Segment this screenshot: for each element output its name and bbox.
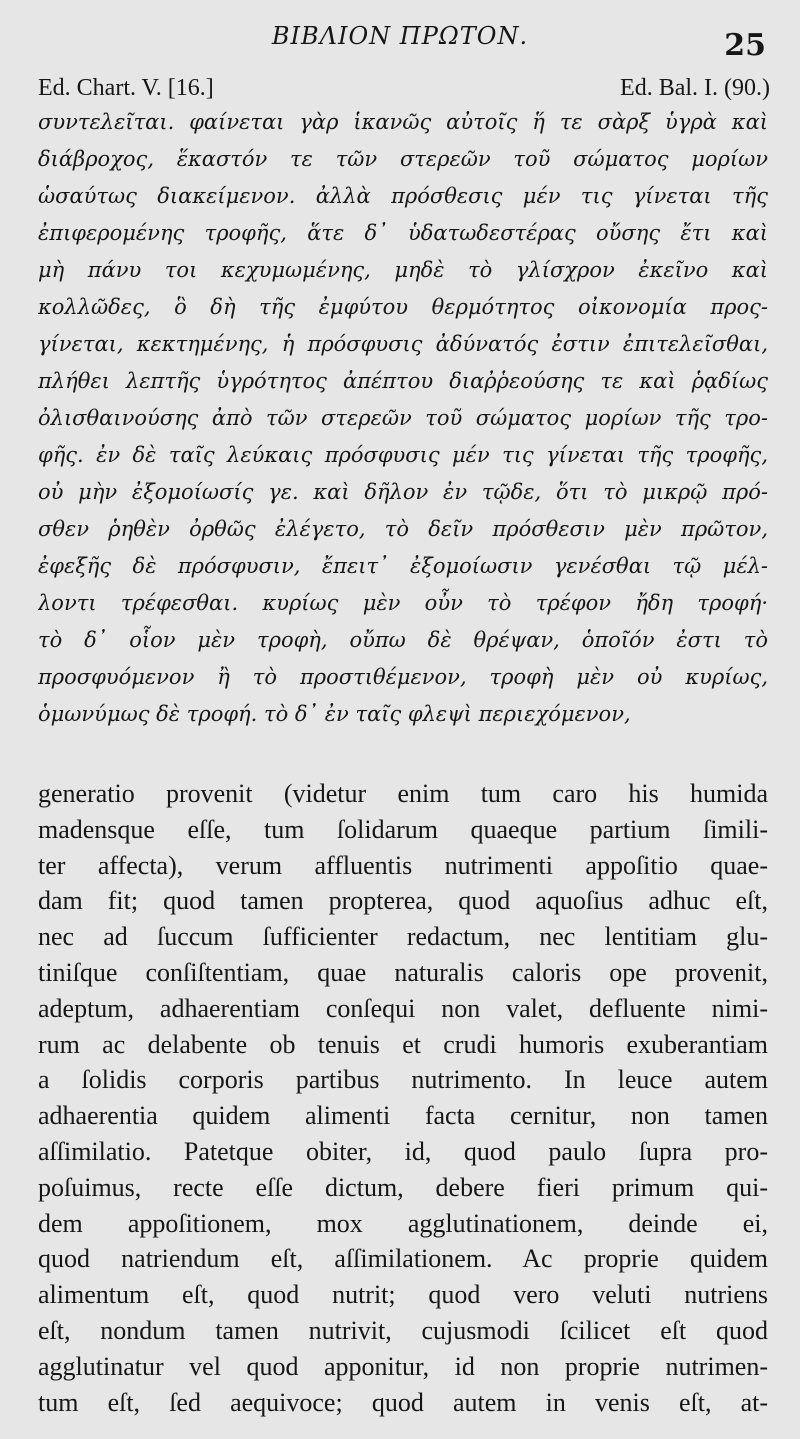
greek-text-line: κολλῶδες, ὃ δὴ τῆς ἐμφύτου θερμότητος οἰκονομία προς- — [38, 295, 768, 319]
latin-text-line: tum eſt, ſed aequivoce; quod autem in venis eſt, at- — [38, 1387, 768, 1417]
edition-ref-chartier: Ed. Chart. V. [16.] — [38, 75, 214, 101]
greek-text-line: λοντι τρέφεσθαι. κυρίως μὲν οὖν τὸ τρέφον ἤδη τροφή· — [38, 591, 768, 615]
greek-text-line: ἐπιφερομένης τροφῆς, ἅτε δ᾽ ὑδατωδεστέρας οὔσης ἔτι καὶ — [38, 221, 768, 245]
greek-text-line: ἐφεξῆς δὲ πρόσφυσιν, ἔπειτ᾽ ἐξομοίωσιν γενέσθαι τῷ μέλ- — [38, 554, 768, 578]
latin-text-line: dam fit; quod tamen propterea, quod aquoſius adhuc eſt, — [38, 886, 768, 916]
greek-text-line: συντελεῖται. φαίνεται γὰρ ἱκανῶς αὐτοῖς ἥ τε σὰρξ ὑγρὰ καὶ — [38, 110, 768, 134]
page-number: 25 — [724, 28, 766, 63]
latin-text-line: a ſolidis corporis partibus nutrimento. In leuce autem — [38, 1065, 768, 1095]
latin-text-block — [38, 776, 768, 1420]
latin-text-line: alimentum eſt, quod nutrit; quod vero veluti nutriens — [38, 1280, 768, 1310]
greek-text-line: οὐ μὴν ἐξομοίωσίς γε. καὶ δῆλον ἐν τῷδε, ὅτι τὸ μικρῷ πρό- — [38, 480, 768, 504]
greek-text-line: πλήθει λεπτῆς ὑγρότητος ἀπέπτου διαῤῥεούσης τε καὶ ῥᾳδίως — [38, 369, 768, 393]
greek-text-line: τὸ δ᾽ οἷον μὲν τροφὴ, οὔπω δὲ θρέψαν, ὁποῖόν ἐστι τὸ — [38, 628, 768, 652]
latin-text-line: agglutinatur vel quod apponitur, id non proprie nutrimen- — [38, 1351, 768, 1381]
latin-text-line: poſuimus, recte eſſe dictum, debere fieri primum qui- — [38, 1172, 768, 1202]
greek-text-line: μὴ πάνυ τοι κεχυμωμένης, μηδὲ τὸ γλίσχρον ἐκεῖνο καὶ — [38, 258, 768, 282]
greek-text-line: σθεν ῥηθὲν ὀρθῶς ἐλέγετο, τὸ δεῖν πρόσθεσιν μὲν πρῶτον, — [38, 517, 768, 541]
latin-text-line: rum ac delabente ob tenuis et crudi humoris exuberantiam — [38, 1029, 768, 1059]
latin-text-line: generatio provenit (videtur enim tum caro his humida — [38, 779, 768, 808]
latin-text-line: tiniſque conſiſtentiam, quae naturalis caloris ope provenit, — [38, 957, 768, 987]
running-head: ΒΙΒΛΙΟΝ ΠΡΩΤΟΝ. — [271, 22, 529, 50]
latin-text-line: adeptum, adhaerentiam conſequi non valet, defluente nimi- — [38, 993, 768, 1023]
greek-text-line: διάβροχος, ἕκαστόν τε τῶν στερεῶν τοῦ σώματος μορίων — [38, 147, 768, 171]
latin-text-line: ter affecta), verum affluentis nutrimenti appoſitio quae- — [38, 850, 768, 880]
greek-text-line: ὁμωνύμως δὲ τροφή. τὸ δ᾽ ἐν ταῖς φλεψὶ περιεχόμενον, — [38, 702, 631, 726]
latin-text-line: adhaerentia quidem alimenti facta cernitur, non tamen — [38, 1101, 768, 1131]
latin-text-line: eſt, nondum tamen nutrivit, cujusmodi ſcilicet eſt quod — [38, 1315, 768, 1345]
greek-text-line: γίνεται, κεκτημένης, ἡ πρόσφυσις ἀδύνατός ἐστιν ἐπιτελεῖσθαι, — [38, 332, 768, 356]
edition-references — [38, 75, 770, 105]
greek-text-block — [38, 104, 768, 733]
latin-text-line: quod natriendum eſt, aſſimilationem. Ac proprie quidem — [38, 1244, 768, 1274]
latin-text-line: nec ad ſuccum ſufficienter redactum, nec lentitiam glu- — [38, 922, 768, 952]
latin-text-line: madensque eſſe, tum ſolidarum quaeque partium ſimili- — [38, 814, 768, 844]
greek-text-line: φῆς. ἐν δὲ ταῖς λεύκαις πρόσφυσις μέν τις γίνεται τῆς τροφῆς, — [38, 443, 768, 467]
greek-text-line: προσφυόμενον ἢ τὸ προστιθέμενον, τροφὴ μὲν οὐ κυρίως, — [38, 665, 768, 689]
greek-text-line: ὀλισθαινούσης ἀπὸ τῶν στερεῶν τοῦ σώματος μορίων τῆς τρο- — [38, 406, 768, 430]
greek-text-line: ὡσαύτως διακείμενον. ἀλλὰ πρόσθεσις μέν τις γίνεται τῆς — [38, 184, 768, 208]
edition-ref-basel: Ed. Bal. I. (90.) — [620, 75, 770, 101]
latin-text-line: dem appoſitionem, mox agglutinationem, deinde ei, — [38, 1208, 768, 1238]
latin-text-line: aſſimilatio. Patetque obiter, id, quod paulo ſupra pro- — [38, 1136, 768, 1166]
